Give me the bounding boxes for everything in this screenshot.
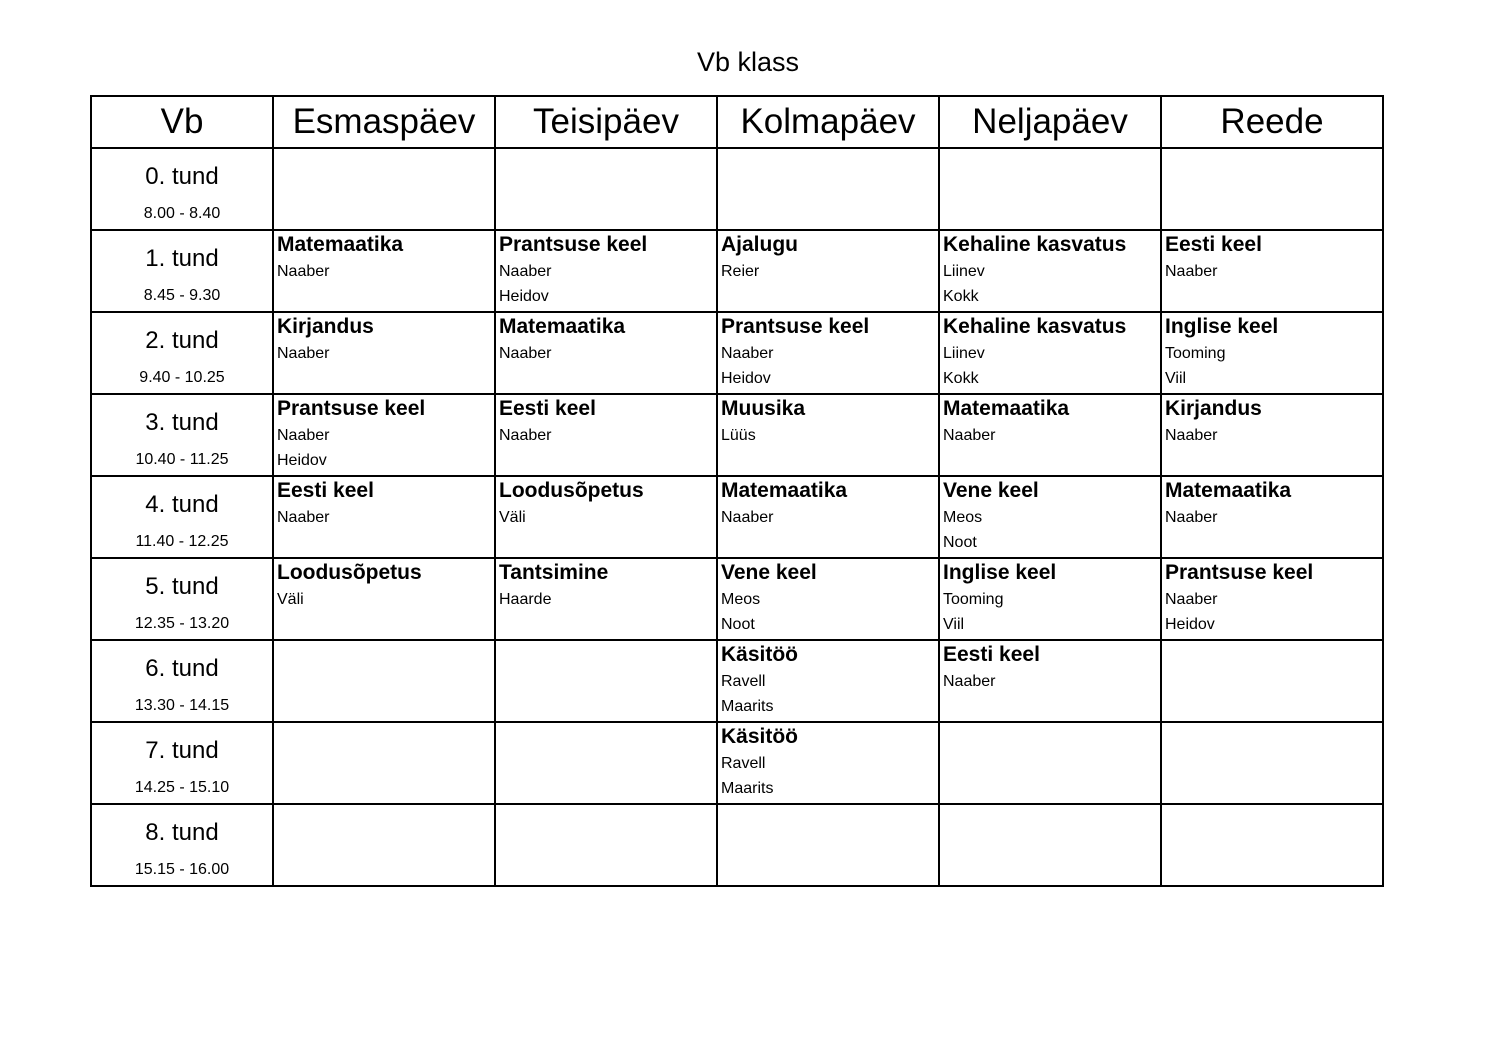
lesson-cell-thursday — [939, 312, 1161, 394]
lesson-cell-friday — [1161, 230, 1383, 312]
lesson-cell-friday — [1161, 148, 1383, 230]
period-cell — [91, 722, 273, 804]
period-name: 1. tund — [145, 245, 219, 272]
teacher-name: Ravell — [721, 673, 766, 690]
teacher-name: Meos — [943, 509, 983, 526]
header-monday: Esmaspäev — [273, 96, 495, 148]
header-row — [91, 96, 1383, 148]
subject-name: Inglise keel — [1165, 315, 1279, 338]
lesson-row — [91, 476, 1383, 558]
teacher-name: Väli — [277, 591, 304, 608]
subject-name: Loodusõpetus — [277, 561, 422, 584]
teacher-name: Naaber — [1165, 263, 1218, 280]
teacher-name: Haarde — [499, 591, 552, 608]
period-time: 11.40 - 12.25 — [135, 533, 229, 550]
subject-name: Vene keel — [721, 561, 817, 584]
subject-name: Kirjandus — [1165, 397, 1262, 420]
period-time: 12.35 - 13.20 — [134, 615, 230, 632]
teacher-name: Tooming — [943, 591, 1004, 608]
teacher-name: Lüüs — [721, 427, 756, 444]
lesson-cell-wednesday — [717, 394, 939, 476]
teacher-name: Naaber — [277, 345, 330, 362]
lesson-cell-thursday — [939, 804, 1161, 886]
lesson-cell-friday — [1161, 394, 1383, 476]
subject-name: Eesti keel — [499, 397, 596, 420]
subject-name: Kehaline kasvatus — [943, 233, 1127, 256]
lesson-cell-thursday — [939, 230, 1161, 312]
subject-name: Muusika — [721, 397, 806, 420]
lesson-row — [91, 558, 1383, 640]
lesson-cell-monday — [273, 394, 495, 476]
teacher-name: Naaber — [277, 427, 330, 444]
period-cell — [91, 804, 273, 886]
period-name: 7. tund — [145, 737, 219, 764]
header-thursday: Neljapäev — [939, 96, 1161, 148]
subject-name: Kehaline kasvatus — [943, 315, 1127, 338]
lesson-cell-friday — [1161, 722, 1383, 804]
teacher-name: Heidov — [721, 370, 771, 387]
teacher-name: Maarits — [721, 780, 774, 797]
period-cell — [91, 394, 273, 476]
lesson-cell-monday — [273, 148, 495, 230]
subject-name: Kirjandus — [277, 315, 374, 338]
period-time: 9.40 - 10.25 — [139, 369, 225, 386]
period-cell — [91, 230, 273, 312]
lesson-row — [91, 230, 1383, 312]
teacher-name: Naaber — [721, 345, 774, 362]
subject-name: Eesti keel — [1165, 233, 1262, 256]
teacher-name: Väli — [499, 509, 526, 526]
lesson-row — [91, 722, 1383, 804]
teacher-name: Viil — [1165, 370, 1187, 387]
header-wednesday: Kolmapäev — [717, 96, 939, 148]
subject-name: Inglise keel — [943, 561, 1057, 584]
teacher-name: Naaber — [277, 263, 330, 280]
subject-name: Tantsimine — [499, 561, 609, 584]
lesson-cell-thursday — [939, 640, 1161, 722]
lesson-cell-thursday — [939, 558, 1161, 640]
lesson-cell-monday — [273, 722, 495, 804]
subject-name: Käsitöö — [721, 643, 799, 666]
lesson-row — [91, 312, 1383, 394]
period-time: 10.40 - 11.25 — [135, 451, 229, 468]
subject-name: Matemaatika — [277, 233, 404, 256]
subject-name: Matemaatika — [1165, 479, 1292, 502]
period-time: 13.30 - 14.15 — [134, 697, 230, 714]
period-name: 4. tund — [145, 491, 219, 518]
teacher-name: Ravell — [721, 755, 766, 772]
teacher-name: Naaber — [499, 263, 552, 280]
subject-name: Prantsuse keel — [499, 233, 648, 256]
lesson-cell-thursday — [939, 722, 1161, 804]
period-cell — [91, 148, 273, 230]
period-time: 14.25 - 15.10 — [134, 779, 230, 796]
period-name: 3. tund — [145, 409, 219, 436]
lesson-cell-friday — [1161, 476, 1383, 558]
teacher-name: Naaber — [1165, 509, 1218, 526]
lesson-cell-friday — [1161, 640, 1383, 722]
lesson-cell-tuesday — [495, 312, 717, 394]
teacher-name: Naaber — [1165, 591, 1218, 608]
period-cell — [91, 476, 273, 558]
page-title: Vb klass — [696, 47, 800, 77]
lesson-cell-friday — [1161, 312, 1383, 394]
teacher-name: Reier — [721, 263, 760, 280]
teacher-name: Naaber — [499, 427, 552, 444]
subject-name: Eesti keel — [943, 643, 1040, 666]
lesson-cell-monday — [273, 312, 495, 394]
subject-name: Matemaatika — [721, 479, 848, 502]
period-name: 6. tund — [145, 655, 219, 682]
period-name: 5. tund — [145, 573, 219, 600]
subject-name: Prantsuse keel — [721, 315, 870, 338]
lesson-cell-friday — [1161, 558, 1383, 640]
lesson-cell-tuesday — [495, 558, 717, 640]
lesson-cell-tuesday — [495, 148, 717, 230]
lesson-cell-wednesday — [717, 558, 939, 640]
lesson-cell-tuesday — [495, 804, 717, 886]
lesson-row — [91, 148, 1383, 230]
teacher-name: Naaber — [943, 427, 996, 444]
teacher-name: Tooming — [1165, 345, 1226, 362]
lesson-cell-thursday — [939, 476, 1161, 558]
teacher-name: Noot — [721, 616, 755, 633]
lesson-cell-monday — [273, 230, 495, 312]
lesson-cell-thursday — [939, 148, 1161, 230]
subject-name: Ajalugu — [721, 233, 798, 256]
lesson-row — [91, 394, 1383, 476]
subject-name: Eesti keel — [277, 479, 374, 502]
teacher-name: Naaber — [943, 673, 996, 690]
lesson-cell-tuesday — [495, 722, 717, 804]
teacher-name: Maarits — [721, 698, 774, 715]
lesson-cell-tuesday — [495, 230, 717, 312]
header-class: Vb — [91, 96, 273, 148]
lesson-cell-wednesday — [717, 230, 939, 312]
teacher-name: Kokk — [943, 288, 979, 305]
period-cell — [91, 312, 273, 394]
header-friday: Reede — [1161, 96, 1383, 148]
period-name: 8. tund — [145, 819, 219, 846]
teacher-name: Naaber — [499, 345, 552, 362]
teacher-name: Kokk — [943, 370, 979, 387]
lesson-cell-friday — [1161, 804, 1383, 886]
header-tuesday: Teisipäev — [495, 96, 717, 148]
lesson-cell-monday — [273, 640, 495, 722]
period-time: 8.00 - 8.40 — [143, 205, 221, 222]
period-name: 2. tund — [145, 327, 219, 354]
period-time: 15.15 - 16.00 — [134, 861, 230, 878]
timetable — [90, 95, 1384, 887]
subject-name: Prantsuse keel — [1165, 561, 1314, 584]
teacher-name: Heidov — [1165, 616, 1215, 633]
lesson-cell-thursday — [939, 394, 1161, 476]
lesson-cell-tuesday — [495, 640, 717, 722]
teacher-name: Heidov — [277, 452, 327, 469]
teacher-name: Naaber — [277, 509, 330, 526]
lesson-cell-monday — [273, 558, 495, 640]
period-cell — [91, 558, 273, 640]
teacher-name: Heidov — [499, 288, 549, 305]
period-name: 0. tund — [145, 163, 219, 190]
lesson-cell-wednesday — [717, 804, 939, 886]
period-cell — [91, 640, 273, 722]
lesson-cell-wednesday — [717, 148, 939, 230]
subject-name: Prantsuse keel — [277, 397, 426, 420]
teacher-name: Viil — [943, 616, 965, 633]
lesson-cell-wednesday — [717, 722, 939, 804]
lesson-cell-tuesday — [495, 476, 717, 558]
lesson-cell-wednesday — [717, 312, 939, 394]
subject-name: Käsitöö — [721, 725, 799, 748]
lesson-row — [91, 804, 1383, 886]
lesson-cell-wednesday — [717, 476, 939, 558]
period-time: 8.45 - 9.30 — [143, 287, 221, 304]
lesson-cell-wednesday — [717, 640, 939, 722]
subject-name: Matemaatika — [943, 397, 1070, 420]
lesson-cell-monday — [273, 804, 495, 886]
lesson-cell-tuesday — [495, 394, 717, 476]
teacher-name: Liinev — [943, 345, 985, 362]
teacher-name: Liinev — [943, 263, 985, 280]
teacher-name: Naaber — [721, 509, 774, 526]
subject-name: Loodusõpetus — [499, 479, 644, 502]
lesson-cell-monday — [273, 476, 495, 558]
teacher-name: Naaber — [1165, 427, 1218, 444]
teacher-name: Noot — [943, 534, 977, 551]
lesson-row — [91, 640, 1383, 722]
subject-name: Vene keel — [943, 479, 1039, 502]
subject-name: Matemaatika — [499, 315, 626, 338]
teacher-name: Meos — [721, 591, 761, 608]
